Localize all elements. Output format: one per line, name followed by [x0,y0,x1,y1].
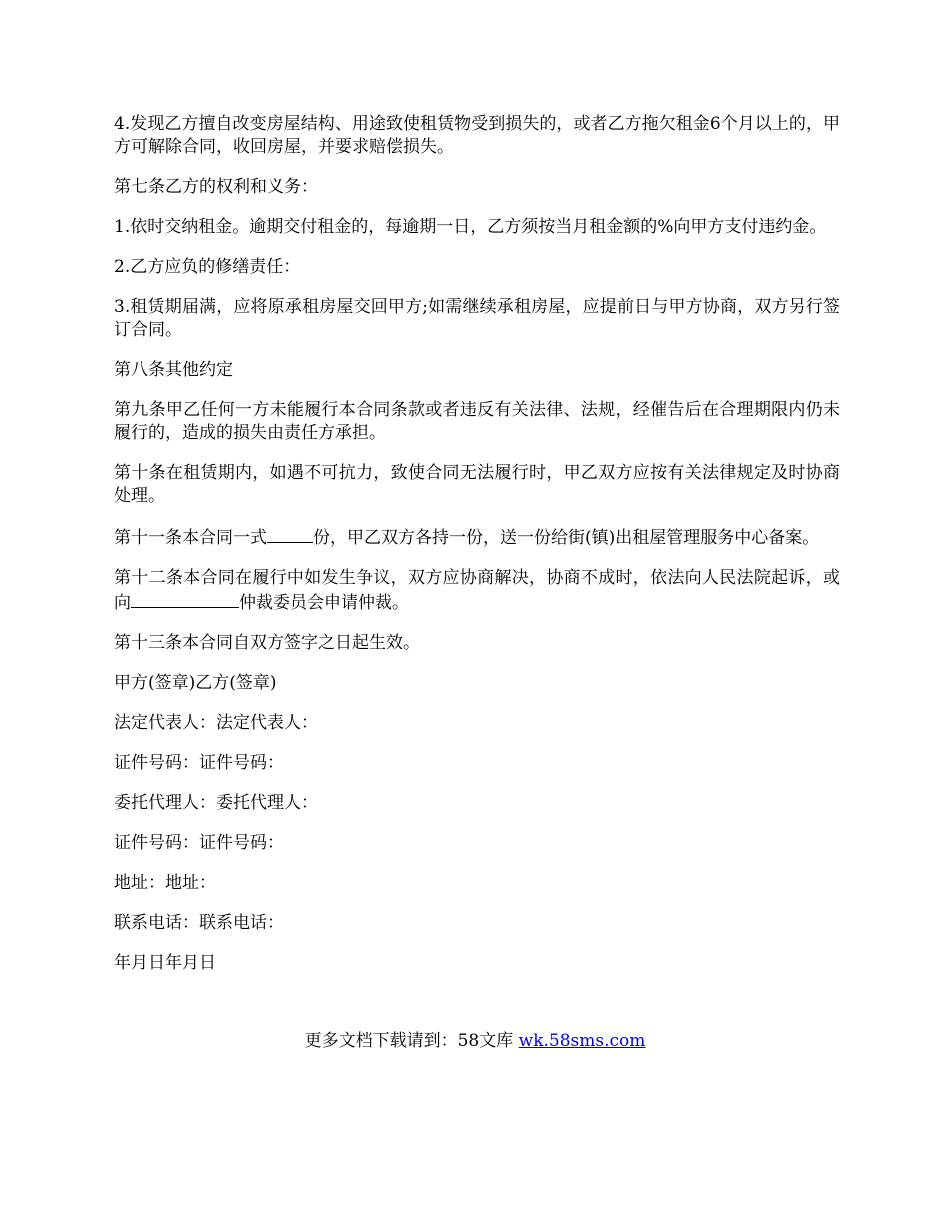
paragraph-clause7-item2: 2.乙方应负的修缮责任： [114,257,301,277]
clause11-text-after: 份，甲乙双方各持一份，送一份给街(镇)出租屋管理服务中心备案。 [313,528,820,548]
arbitration-blank [131,590,239,608]
footer [0,1030,950,1053]
agent-line: 委托代理人：委托代理人： [114,793,318,813]
clause11-text-before: 第十一条本合同一式 [114,528,267,548]
paragraph-clause8: 第八条其他约定 [114,360,233,380]
paragraph-clause11 [114,525,840,550]
footer-link[interactable]: wk.58sms.com [518,1031,646,1051]
paragraph-clause6-item4: 4.发现乙方擅自改变房屋结构、用途致使租赁物受到损失的，或者乙方拖欠租金6个月以上的，甲方可解除合同，收回房屋，并要求赔偿损失。 [114,114,840,157]
address-line: 地址：地址： [114,873,216,893]
id-number-line: 证件号码：证件号码： [114,753,284,773]
date-line: 年月日年月日 [114,953,216,973]
clause12-text-after: 仲裁委员会申请仲裁。 [239,593,409,613]
copies-blank [267,525,313,543]
paragraph-clause7-item3: 3.租赁期届满，应将原承租房屋交回甲方;如需继续承租房屋，应提前日与甲方协商，双方另行签订合同。 [114,297,840,340]
paragraph-clause7-item1: 1.依时交纳租金。逾期交付租金的，每逾期一日，乙方须按当月租金额的%向甲方支付违约金。 [114,217,827,237]
phone-line: 联系电话：联系电话： [114,913,284,933]
footer-text: 更多文档下载请到：58文库 [304,1031,519,1051]
signature-party-line: 甲方(签章)乙方(签章) [114,673,277,693]
clause12-text-before: 第十二条本合同在履行中如发生争议，双方应协商解决，协商不成时，依法向人民法院起诉，或向 [114,568,840,613]
paragraph-clause9: 第九条甲乙任何一方未能履行本合同条款或者违反有关法律、法规，经催告后在合理期限内仍未履行的，造成的损失由责任方承担。 [114,400,840,443]
paragraph-clause10: 第十条在租赁期内，如遇不可抗力，致使合同无法履行时，甲乙双方应按有关法律规定及时协商处理。 [114,463,840,506]
agent-id-number-line: 证件号码：证件号码： [114,833,284,853]
legal-representative-line: 法定代表人：法定代表人： [114,713,318,733]
paragraph-clause13: 第十三条本合同自双方签字之日起生效。 [114,633,420,653]
paragraph-clause7-heading: 第七条乙方的权利和义务： [114,177,318,197]
paragraph-clause12 [114,567,840,615]
